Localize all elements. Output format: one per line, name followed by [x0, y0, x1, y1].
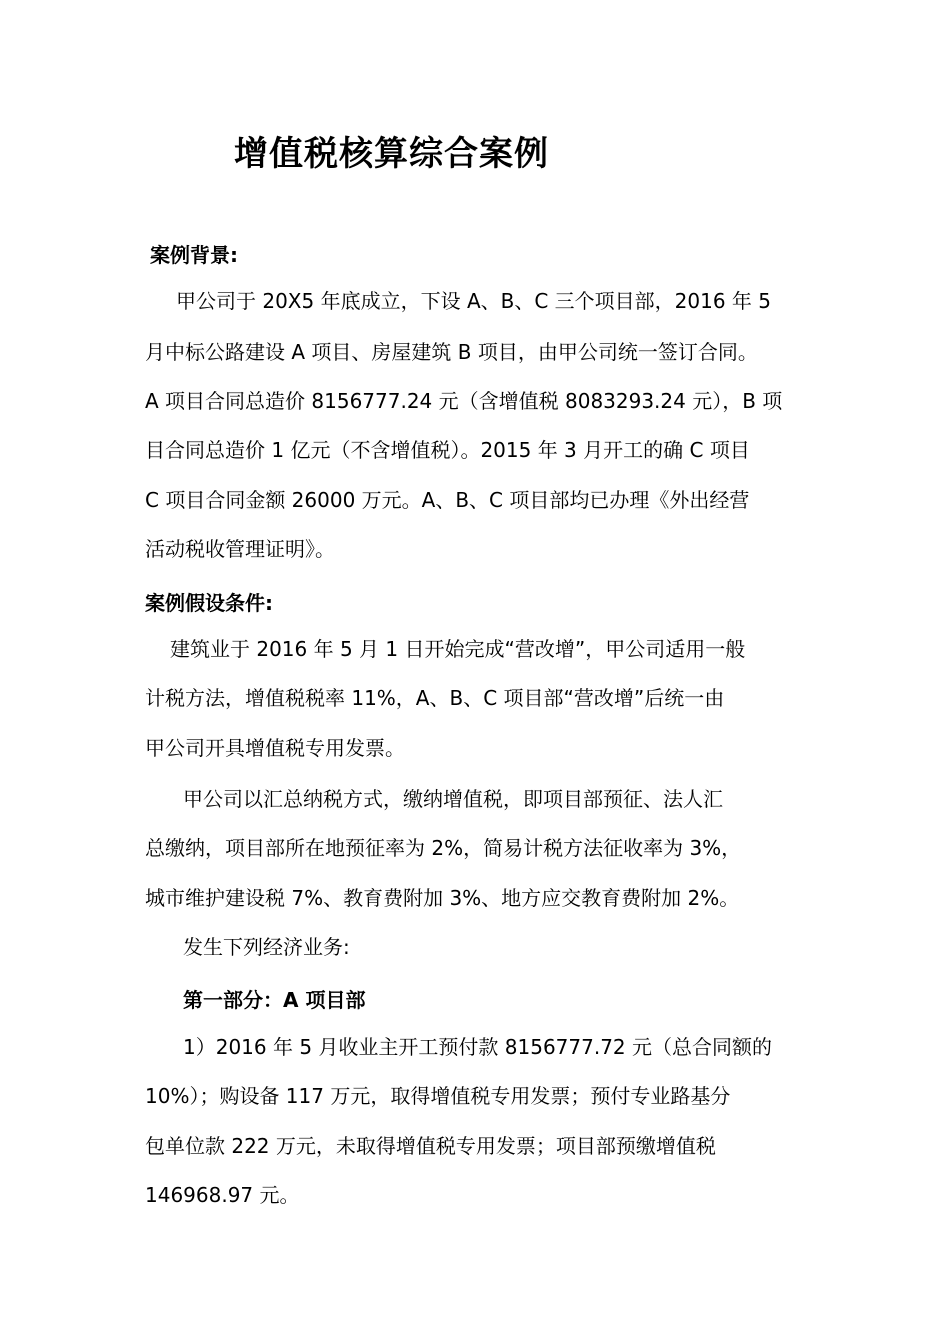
- assumptions-line-4: 甲公司以汇总纳税方式，缴纳增值税，即项目部预征、法人汇: [183, 787, 723, 811]
- assumptions-line-1: 建筑业于 2016 年 5 月 1 日开始完成“营改增”，甲公司适用一般: [170, 637, 746, 661]
- part1-line-1: 1）2016 年 5 月收业主开工预付款 8156777.72 元（总合同额的: [183, 1035, 773, 1059]
- assumptions-line-2: 计税方法，增值税税率 11%，A、B、C 项目部“营改增”后统一由: [145, 686, 725, 710]
- background-line-6: 活动税收管理证明》。: [145, 537, 335, 561]
- part1-line-4: 146968.97 元。: [145, 1183, 300, 1207]
- assumptions-line-6: 城市维护建设税 7%、教育费附加 3%、地方应交教育费附加 2%。: [145, 886, 740, 910]
- part1-line-3: 包单位款 222 万元，未取得增值税专用发票；项目部预缴增值税: [145, 1134, 716, 1158]
- background-line-5: C 项目合同金额 26000 万元。A、B、C 项目部均已办理《外出经营: [145, 488, 750, 512]
- background-line-4: 目合同总造价 1 亿元（不含增值税）。2015 年 3 月开工的确 C 项目: [145, 438, 750, 462]
- background-heading: 案例背景:: [150, 243, 238, 267]
- assumptions-heading: 案例假设条件:: [145, 591, 273, 615]
- background-line-3: A 项目合同总造价 8156777.24 元（含增值税 8083293.24 元），B 项: [145, 389, 783, 413]
- document-title: 增值税核算综合案例: [234, 134, 549, 174]
- assumptions-line-5: 总缴纳，项目部所在地预征率为 2%，简易计税方法征收率为 3%，: [145, 836, 742, 860]
- background-line-2: 月中标公路建设 A 项目、房屋建筑 B 项目，由甲公司统一签订合同。: [145, 340, 758, 364]
- assumptions-line-3: 甲公司开具增值税专用发票。: [145, 736, 405, 760]
- background-line-1: 甲公司于 20X5 年底成立，下设 A、B、C 三个项目部，2016 年 5: [176, 289, 772, 313]
- part1-line-2: 10%）；购设备 117 万元，取得增值税专用发票；预付专业路基分: [145, 1084, 731, 1108]
- part1-heading: 第一部分：A 项目部: [183, 988, 366, 1012]
- assumptions-line-7: 发生下列经济业务:: [183, 935, 350, 959]
